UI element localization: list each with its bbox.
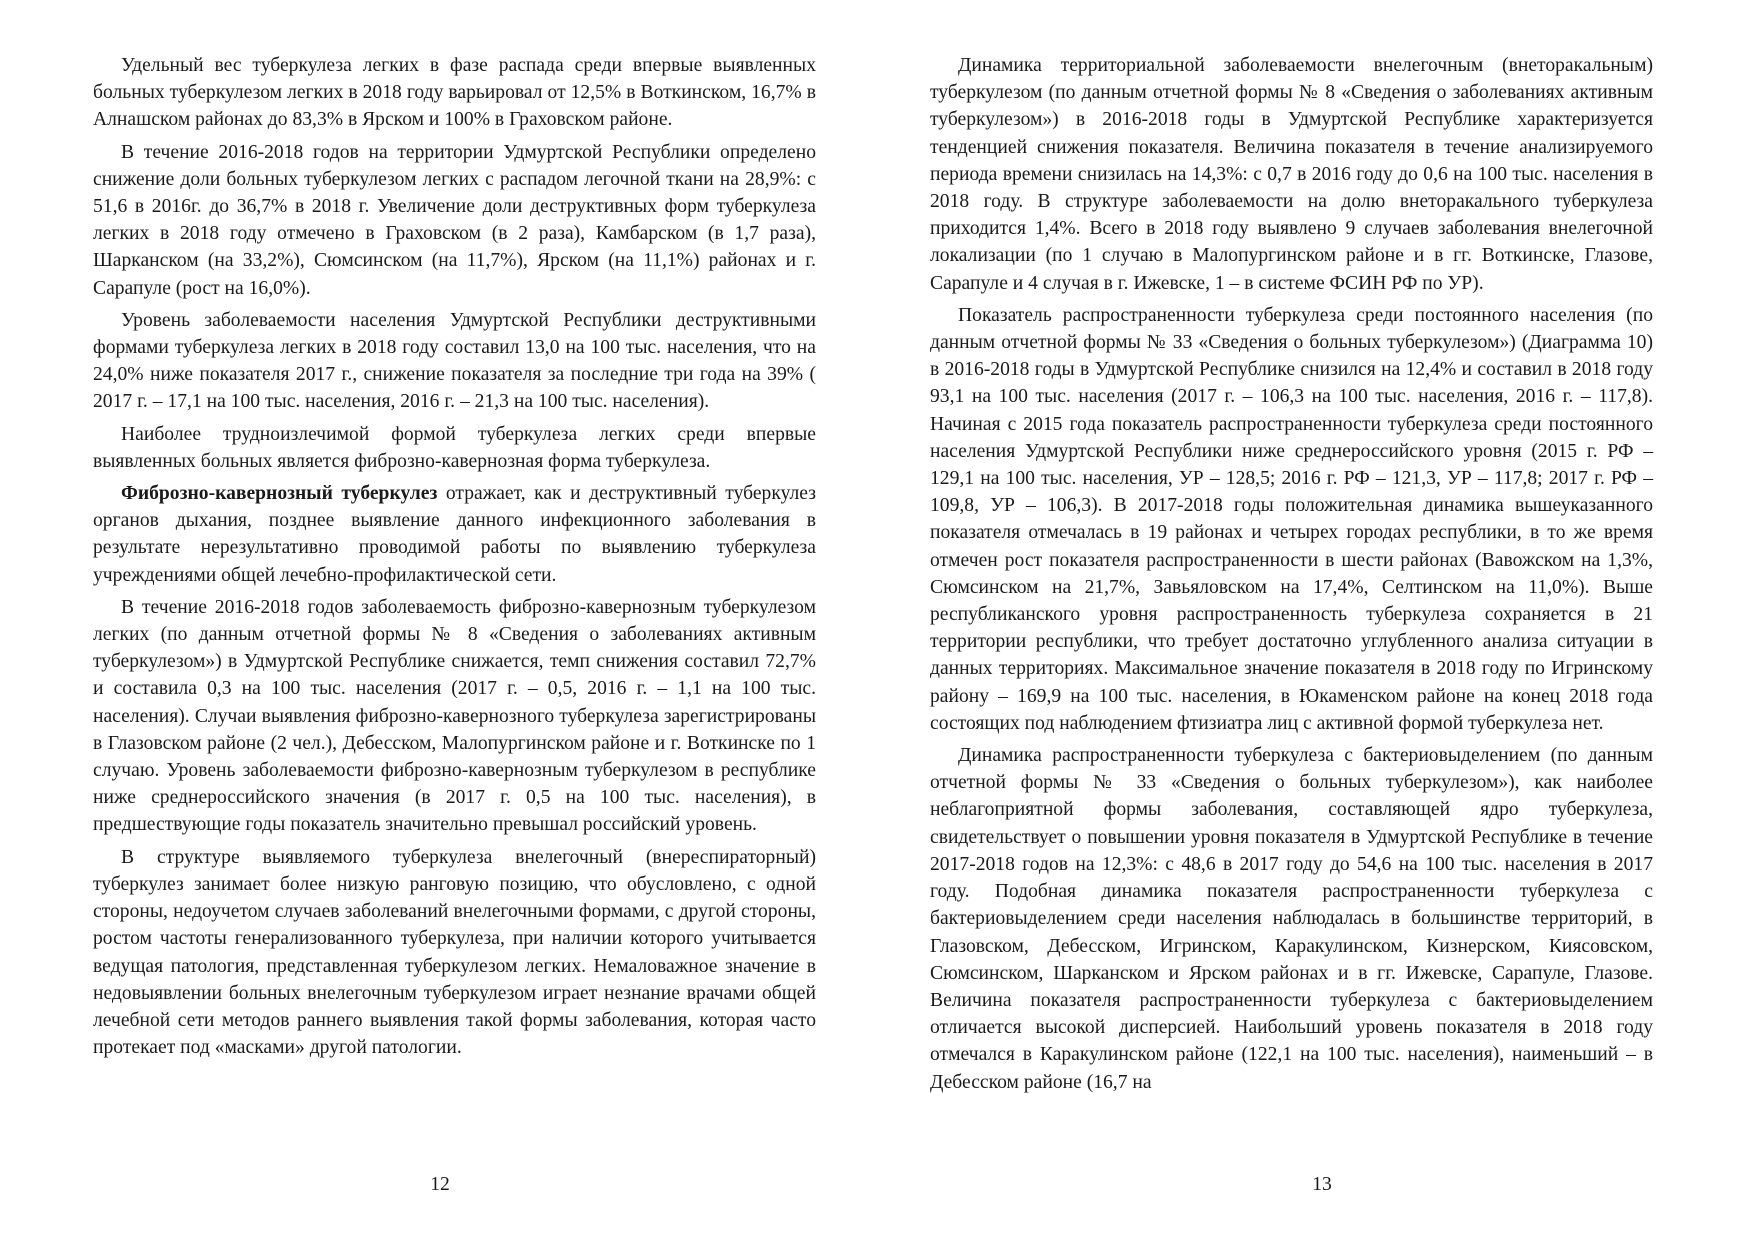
left-page (93, 52, 816, 1066)
paragraph: В течение 2016-2018 годов заболеваемость фиброзно-кавернозным туберкулезом легких (по данным отчетной формы № 8 «Сведения о заболеваниях активным туберкулезом») в Удмуртской Республике снижается, темп снижения составил 72,7% и составила 0,3 на 100 тыс. населения (2017 г. – 0,5, 2016 г. – 1,1 на 100 тыс. населения). Случаи выявления фиброзно-кавернозного туберкулеза зарегистрированы в Глазовском районе (2 чел.), Дебесском, Малопургинском районе и г. Воткинске по 1 случаю. Уровень заболеваемости фиброзно-кавернозным туберкулезом в республике ниже среднероссийского значения (в 2017 г. 0,5 на 100 тыс. населения), в предшествующие годы показатель значительно превышал российский уровень. (93, 596, 816, 836)
paragraph: В структуре выявляемого туберкулеза внелегочный (внереспираторный) туберкулез занимает более низкую ранговую позицию, что обусловлено, с одной стороны, недоучетом случаев заболеваний внелегочными формами, с другой стороны, ростом частоты генерализованного туберкулеза, при наличии которого учитывается ведущая патология, представленная туберкулезом легких. Немаловажное значение в недовыявлении больных внелегочным туберкулезом играет незнание врачами общей лечебной сети методов раннего выявления такой формы заболевания, которая часто протекает под «масками» другой патологии. (93, 846, 816, 1059)
paragraph: В течение 2016-2018 годов на территории Удмуртской Республики определено снижение доли больных туберкулезом легких с распадом легочной ткани на 28,9%: с 51,6 в 2016г. до 36,7% в 2018 г. Увеличение доли деструктивных форм туберкулеза легких в 2018 году отмечено в Граховском (в 2 раза), Камбарском (в 1,7 раза), Шарканском (на 33,2%), Сюмсинском (на 11,7%), Ярском (на 11,1%) районах и г. Сарапуле (рост на 16,0%). (93, 141, 816, 299)
paragraph: Наиболее трудноизлечимой формой туберкулеза легких среди впервые выявленных больных является фиброзно-кавернозная форма туберкулеза. (93, 423, 816, 472)
paragraph: Фиброзно-кавернозный туберкулез отражает, как и деструктивный туберкулез органов дыхания, позднее выявление данного инфекционного заболевания в результате нерезультативно проводимой работы по выявлению туберкулеза учреждениями общей лечебно-профилактической сети. (93, 483, 816, 586)
paragraph: Динамика распространенности туберкулеза с бактериовыделением (по данным отчетной формы № 33 «Сведения о больных туберкулезом»), как наиболее неблагоприятной формы заболевания, составляющей ядро туберкулеза, свидетельствует о повышении уровня показателя в Удмуртской Республике в течение 2017-2018 годов на 12,3%: с 48,6 в 2017 году до 54,6 на 100 тыс. населения в 2017 году. Подобная динамика показателя распространенности туберкулеза с бактериовыделением среди населения наблюдалась в большинстве территорий, в Глазовском, Дебесском, Игринском, Каракулинском, Кизнерском, Киясовском, Сюмсинском, Шарканском и Ярском районах и в гг. Ижевске, Сарапуле, Глазове. Величина показателя распространенности туберкулеза с бактериовыделением отличается высокой дисперсией. Наибольший уровень показателя в 2018 году отмечался в Каракулинском районе (122,1 на 100 тыс. населения), наименьший – в Дебесском районе (16,7 на (930, 745, 1653, 1093)
paragraph: Динамика территориальной заболеваемости внелегочным (внеторакальным) туберкулезом (по данным отчетной формы № 8 «Сведения о заболеваниях активным туберкулезом») в 2016-2018 годы в Удмуртской Республике характеризуется тенденцией снижения показателя. Величина показателя в течение анализируемого периода времени снизилась на 14,3%: с 0,7 в 2016 году до 0,6 на 100 тыс. населения в 2018 году. В структуре заболеваемости на долю внеторакального туберкулеза приходится 1,4%. Всего в 2018 году выявлено 9 случаев заболевания внелегочной локализации (по 1 случаю в Малопургинском районе и в гг. Воткинске, Глазове, Сарапуле и 4 случая в г. Ижевске, 1 – в системе ФСИН РФ по УР). (930, 55, 1653, 294)
page-number-left: 12 (430, 1174, 450, 1195)
paragraph: Уровень заболеваемости населения Удмуртской Республики деструктивными формами туберкулеза легких в 2018 году составил 13,0 на 100 тыс. населения, что на 24,0% ниже показателя 2017 г., снижение показателя за последние три года на 39% ( 2017 г. – 17,1 на 100 тыс. населения, 2016 г. – 21,3 на 100 тыс. населения). (93, 309, 816, 413)
right-page (930, 52, 1653, 1101)
paragraph-lead-term: Фиброзно-кавернозный туберкулез (121, 483, 438, 505)
paragraph: Показатель распространенности туберкулеза среди постоянного населения (по данным отчетной формы № 33 «Сведения о больных туберкулезом») (Диаграмма 10) в 2016-2018 годы в Удмуртской Республике снизился на 12,4% и составил в 2018 году 93,1 на 100 тыс. населения (2017 г. – 106,3 на 100 тыс. населения, 2016 г. – 117,8). Начиная с 2015 года показатель распространенности туберкулеза среди постоянного населения Удмуртской Республики ниже среднероссийского уровня (2015 г. РФ – 129,1 на 100 тыс. населения, УР – 128,5; 2016 г. РФ – 121,3, УР – 117,8; 2017 г. РФ – 109,8, УР – 106,3). В 2017-2018 годы положительная динамика вышеуказанного показателя отмечалась в 19 районах и четырех городах республики, в то же время отмечен рост показателя распространенности в шести районах (Вавожском на 1,3%, Сюмсинском на 21,7%, Завьяловском на 17,4%, Селтинском на 11,0%). Выше республиканского уровня распространенность туберкулеза сохраняется в 21 территории республики, что требует достаточно углубленного анализа ситуации в данных территориях. Максимальное значение показателя в 2018 году по Игринскому району – 169,9 на 100 тыс. населения, в Юкаменском районе на конец 2018 года состоящих под наблюдением фтизиатра лиц с активной формой туберкулеза нет. (930, 304, 1653, 734)
paragraph: Удельный вес туберкулеза легких в фазе распада среди впервые выявленных больных туберкулезом легких в 2018 году варьировал от 12,5% в Воткинском, 16,7% в Алнашском районах до 83,3% в Ярском и 100% в Граховском районе. (93, 55, 816, 131)
page-number-right: 13 (1312, 1174, 1332, 1195)
